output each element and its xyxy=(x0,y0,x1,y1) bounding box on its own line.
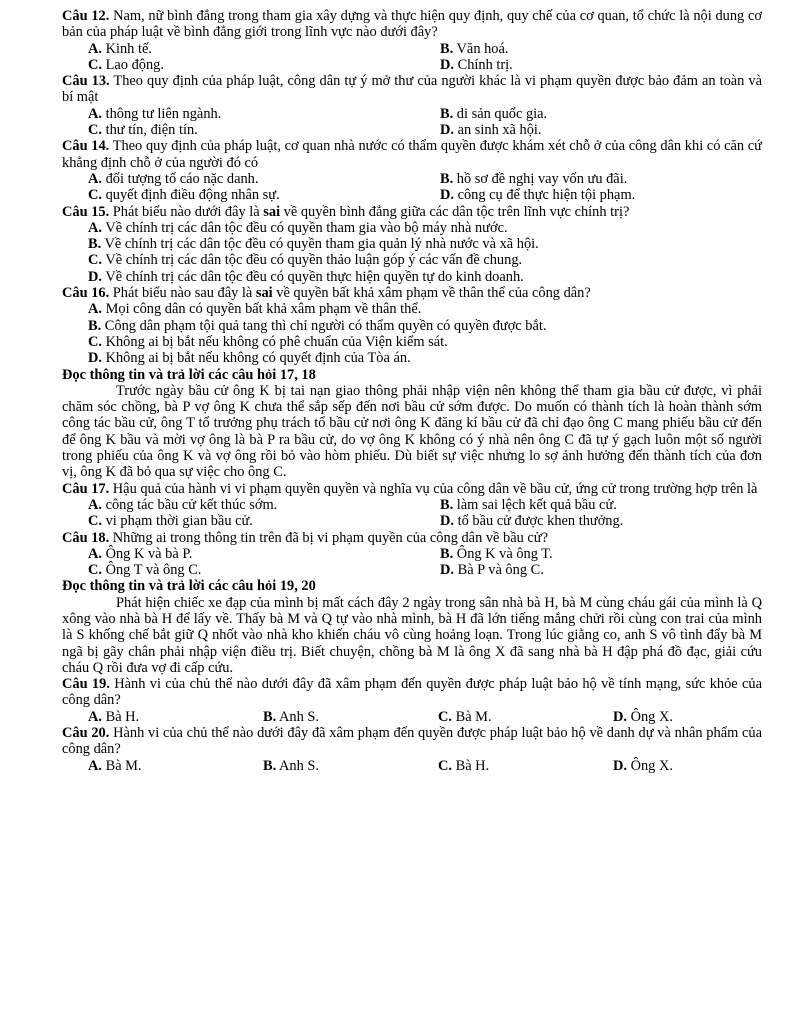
option-letter: A. xyxy=(88,708,102,725)
option-letter: D. xyxy=(440,187,454,204)
option-text: công cụ để thực hiện tội phạm. xyxy=(454,187,636,204)
options xyxy=(62,758,762,774)
question-text: Theo quy định của pháp luật, công dân tự ý mở thư của người khác là vi phạm quyền được bảo đảm an toàn và bí mật xyxy=(62,73,762,106)
question-number: Câu 18. xyxy=(62,529,110,546)
option-d[interactable] xyxy=(440,122,762,138)
option-letter: B. xyxy=(263,708,277,725)
question-15 xyxy=(62,204,762,285)
option-a[interactable] xyxy=(88,758,263,774)
option-a[interactable] xyxy=(62,220,762,236)
options xyxy=(62,41,762,74)
option-b[interactable] xyxy=(440,171,762,187)
question-number: Câu 15. xyxy=(62,203,110,220)
option-letter: C. xyxy=(88,562,102,579)
option-text: công tác bầu cử kết thúc sớm. xyxy=(102,496,278,513)
question-stem xyxy=(62,676,762,709)
question-number: Câu 19. xyxy=(62,676,110,693)
option-letter: B. xyxy=(440,105,454,122)
option-letter: D. xyxy=(440,562,454,579)
option-d[interactable] xyxy=(440,562,762,578)
question-19 xyxy=(62,676,762,725)
option-text: Anh S. xyxy=(276,757,319,774)
option-c[interactable] xyxy=(438,758,613,774)
option-letter: B. xyxy=(440,40,454,57)
question-stem xyxy=(62,285,762,301)
question-number: Câu 17. xyxy=(62,480,110,497)
question-14 xyxy=(62,138,762,203)
option-text: Ông X. xyxy=(627,708,673,725)
question-text: Những ai trong thông tin trên đã bị vi phạm quyền của công dân về bầu cử? xyxy=(109,529,548,546)
option-text: Bà P và ông C. xyxy=(454,562,544,579)
option-c[interactable] xyxy=(62,334,762,350)
option-text: Lao động. xyxy=(102,56,164,73)
option-letter: B. xyxy=(440,545,454,562)
option-letter: C. xyxy=(88,56,102,73)
option-a[interactable] xyxy=(62,301,762,317)
option-text: quyết định điều động nhân sự. xyxy=(102,187,280,204)
emphasis-word: sai xyxy=(255,285,273,302)
passage-heading: Đọc thông tin và trả lời các câu hỏi 17, 18 xyxy=(62,366,316,383)
option-d[interactable] xyxy=(613,758,762,774)
option-c[interactable] xyxy=(88,513,440,529)
option-letter: B. xyxy=(440,496,454,513)
question-text: về quyền bình đẳng giữa các dân tộc trên lĩnh vực chính trị? xyxy=(280,203,630,220)
option-a[interactable] xyxy=(88,709,263,725)
option-letter: D. xyxy=(613,708,627,725)
option-text: Không ai bị bắt nếu không có phê chuẩn của Viện kiểm sát. xyxy=(102,333,448,350)
option-c[interactable] xyxy=(62,252,762,268)
passage-heading: Đọc thông tin và trả lời các câu hỏi 19, 20 xyxy=(62,578,316,595)
option-text: Bà H. xyxy=(102,708,140,725)
option-text: Anh S. xyxy=(276,708,319,725)
question-stem xyxy=(62,481,762,497)
option-text: Ông X. xyxy=(627,757,673,774)
option-letter: C. xyxy=(88,122,102,139)
option-text: Về chính trị các dân tộc đều có quyền tham gia quản lý nhà nước và xã hội. xyxy=(101,236,539,253)
option-b[interactable] xyxy=(263,709,438,725)
question-stem xyxy=(62,73,762,106)
option-text: Không ai bị bắt nếu không có quyết định của Tòa án. xyxy=(102,350,411,367)
option-text: Chính trị. xyxy=(454,56,513,73)
option-b[interactable] xyxy=(263,758,438,774)
option-letter: B. xyxy=(88,236,102,253)
question-stem xyxy=(62,530,762,546)
question-18 xyxy=(62,530,762,579)
option-letter: D. xyxy=(613,757,627,774)
option-b[interactable] xyxy=(440,497,762,513)
question-12 xyxy=(62,8,762,73)
option-c[interactable] xyxy=(88,187,440,203)
passage-text: Phát hiện chiếc xe đạp của mình bị mất cách đây 2 ngày trong sân nhà bà H, bà M cùng cháu gái của mình là Q xông vào nhà bà H để lấy về. Thấy bà M và Q tự vào nhà mình, bà H đã lớn tiếng mắng chửi rồi cùng con trai của mình là S khống chế bắt giữ Q nhốt vào nhà kho khiến cháu vô cùng hoảng loạn. Trong lúc giằng co, anh S vô tình đẩy bà M ngã bị gãy chân phải nhập viện điều trị. Biết chuyện, chồng bà M là ông X đã sang nhà bà H đập phá đồ đạc, giải cứu cháu Q rồi đưa vợ đi cấp cứu. xyxy=(62,594,762,676)
option-letter: C. xyxy=(438,757,452,774)
option-text: Ông K và ông T. xyxy=(453,545,553,562)
option-c[interactable] xyxy=(88,562,440,578)
question-text: Hậu quả của hành vi vi phạm quyền quyền và nghĩa vụ của công dân về bầu cử, ứng cử trong trường hợp trên là xyxy=(109,480,758,497)
question-text: Nam, nữ bình đẳng trong tham gia xây dựng và thực hiện quy định, quy chế của cơ quan, tổ chức là nội dung cơ bản của pháp luật về bình đẳng giới trong lĩnh vực nào dưới đây? xyxy=(62,8,762,41)
option-text: di sản quốc gia. xyxy=(453,105,548,122)
option-text: Ông T và ông C. xyxy=(102,562,202,579)
option-text: Văn hoá. xyxy=(453,40,509,57)
question-13 xyxy=(62,73,762,138)
options xyxy=(62,106,762,139)
option-text: Về chính trị các dân tộc đều có quyền thảo luận góp ý các vấn đề chung. xyxy=(102,252,523,269)
option-text: đối tượng tố cáo nặc danh. xyxy=(102,170,259,187)
option-text: Ông K và bà P. xyxy=(102,545,193,562)
option-letter: A. xyxy=(88,301,102,318)
option-text: Về chính trị các dân tộc đều có quyền thực hiện quyền tự do kinh doanh. xyxy=(102,268,524,285)
option-letter: A. xyxy=(88,40,102,57)
option-text: Bà M. xyxy=(102,757,142,774)
option-letter: C. xyxy=(438,708,452,725)
question-16 xyxy=(62,285,762,366)
option-a[interactable] xyxy=(88,171,440,187)
option-text: hồ sơ đề nghị vay vốn ưu đãi. xyxy=(453,170,628,187)
option-letter: C. xyxy=(88,333,102,350)
question-stem xyxy=(62,204,762,220)
option-text: vi phạm thời gian bầu cử. xyxy=(102,513,253,530)
option-d[interactable] xyxy=(613,709,762,725)
option-letter: B. xyxy=(440,170,454,187)
option-c[interactable] xyxy=(88,122,440,138)
option-c[interactable] xyxy=(438,709,613,725)
option-letter: D. xyxy=(88,350,102,367)
option-letter: D. xyxy=(440,56,454,73)
question-number: Câu 13. xyxy=(62,73,110,90)
option-b[interactable] xyxy=(62,318,762,334)
option-b[interactable] xyxy=(62,236,762,252)
emphasis-word: sai xyxy=(263,203,281,220)
option-d[interactable] xyxy=(440,513,762,529)
option-letter: C. xyxy=(88,513,102,530)
question-text: về quyền bất khả xâm phạm về thân thể của công dân? xyxy=(272,285,591,302)
option-letter: B. xyxy=(88,317,102,334)
option-letter: C. xyxy=(88,187,102,204)
option-c[interactable] xyxy=(88,57,440,73)
question-text: Phát biểu nào dưới đây là xyxy=(109,203,264,220)
option-text: Kinh tế. xyxy=(102,40,152,57)
option-b[interactable] xyxy=(440,546,762,562)
question-text: Phát biểu nào sau đây là xyxy=(109,285,256,302)
option-b[interactable] xyxy=(440,41,762,57)
question-stem xyxy=(62,8,762,41)
passage-text: Trước ngày bầu cử ông K bị tai nạn giao thông phải nhập viện nên không thể tham gia bầu cử được, vì phải chăm sóc chồng, bà P vợ ông K chưa thể sắp sếp đến nơi bầu cử sớm được. Do muốn có thành tích là hoàn thành sớm công tác bầu cử, ông T tổ trưởng phụ trách tổ bầu cử nơi ông K đăng kí bầu cử đã chỉ đạo ông C mang phiếu bầu cử đến để ông K bầu và mời vợ ông là bà P ra bầu cử, do vợ ông K không có ý nhà nên ông C đã tự ý gạch luôn một số người trong phiếu của ông K và vợ ông rồi bỏ vào hòm phiếu. Dù biết sự việc nhưng lo sợ ảnh hưởng đến thành tích của đơn vị, ông K đã bỏ qua sự việc cho ông C. xyxy=(62,382,762,481)
option-b[interactable] xyxy=(440,106,762,122)
option-text: an sinh xã hội. xyxy=(454,122,542,139)
option-letter: A. xyxy=(88,219,102,236)
option-d[interactable] xyxy=(62,350,762,366)
options xyxy=(62,546,762,579)
option-letter: D. xyxy=(440,513,454,530)
option-a[interactable] xyxy=(88,41,440,57)
option-text: tổ bầu cử được khen thưởng. xyxy=(454,513,624,530)
option-letter: D. xyxy=(440,122,454,139)
option-letter: A. xyxy=(88,170,102,187)
question-stem xyxy=(62,725,762,758)
question-17 xyxy=(62,481,762,530)
option-letter: A. xyxy=(88,545,102,562)
options xyxy=(62,171,762,204)
option-letter: A. xyxy=(88,757,102,774)
option-a[interactable] xyxy=(88,546,440,562)
options xyxy=(62,709,762,725)
option-text: Bà M. xyxy=(452,708,492,725)
option-letter: A. xyxy=(88,105,102,122)
option-text: thư tín, điện tín. xyxy=(102,122,198,139)
option-letter: C. xyxy=(88,252,102,269)
option-d[interactable] xyxy=(62,269,762,285)
question-number: Câu 16. xyxy=(62,285,110,302)
question-text: Hành vi của chủ thể nào dưới đây đã xâm phạm đến quyền được pháp luật bảo hộ về danh dự và nhân phẩm của công dân? xyxy=(62,725,762,758)
question-20 xyxy=(62,725,762,774)
option-letter: B. xyxy=(263,757,277,774)
question-number: Câu 12. xyxy=(62,8,110,24)
question-stem xyxy=(62,138,762,171)
options xyxy=(62,497,762,530)
option-text: Công dân phạm tội quả tang thì chỉ người có thẩm quyền có quyền được bắt. xyxy=(101,317,547,334)
option-text: thông tư liên ngành. xyxy=(102,105,222,122)
option-text: làm sai lệch kết quả bầu cử. xyxy=(453,496,617,513)
option-d[interactable] xyxy=(440,187,762,203)
question-number: Câu 20. xyxy=(62,725,110,742)
question-number: Câu 14. xyxy=(62,138,110,155)
option-text: Bà H. xyxy=(452,757,490,774)
option-a[interactable] xyxy=(88,106,440,122)
option-letter: D. xyxy=(88,268,102,285)
question-text: Hành vi của chủ thể nào dưới đây đã xâm phạm đến quyền được pháp luật bảo hộ về tính mạng, sức khỏe của công dân? xyxy=(62,676,762,709)
option-text: Về chính trị các dân tộc đều có quyền tham gia vào bộ máy nhà nước. xyxy=(102,219,508,236)
question-text: Theo quy định của pháp luật, cơ quan nhà nước có thẩm quyền được khám xét chỗ ở của công dân khi có căn cứ khẳng định chỗ ở của người đó có xyxy=(62,138,762,171)
option-letter: A. xyxy=(88,496,102,513)
option-a[interactable] xyxy=(88,497,440,513)
option-d[interactable] xyxy=(440,57,762,73)
option-text: Mọi công dân có quyền bất khả xâm phạm về thân thể. xyxy=(102,301,422,318)
